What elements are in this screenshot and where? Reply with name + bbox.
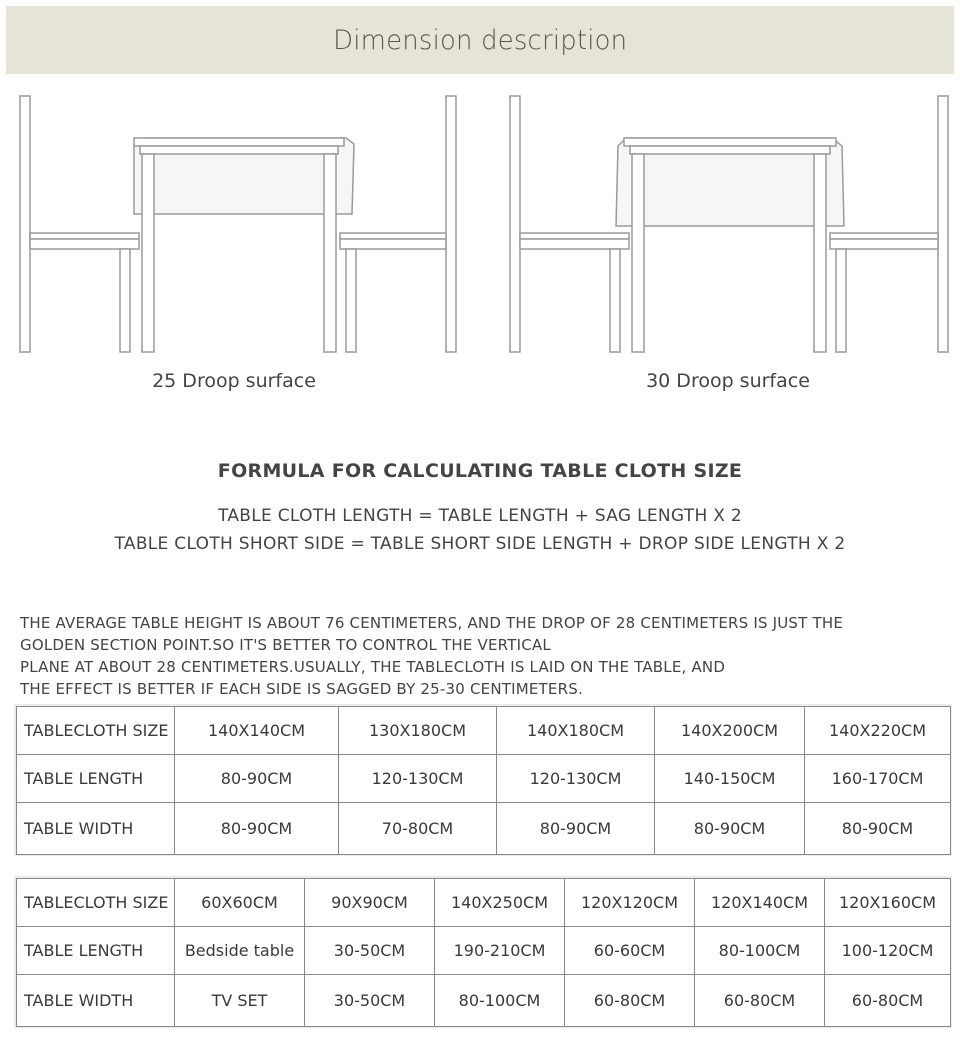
table-cell: 160-170CM [805,755,951,803]
table-cell: 140X140CM [175,707,339,755]
table-row [17,879,951,927]
diagram-caption-25: 25 Droop surface [152,370,316,392]
table-cell: 90X90CM [305,879,435,927]
table-row [17,803,951,855]
table-cell: TABLE WIDTH [17,975,175,1027]
table-cell: 80-90CM [175,803,339,855]
table-cell: 140X200CM [655,707,805,755]
table-cell: TABLE LENGTH [17,927,175,975]
table-cell: 60-60CM [565,927,695,975]
table-diagram-25-droop [14,92,474,362]
table-cell: 100-120CM [825,927,951,975]
table-cell: 120-130CM [497,755,655,803]
table-cell: 30-50CM [305,975,435,1027]
note-line: THE AVERAGE TABLE HEIGHT IS ABOUT 76 CENTIMETERS, AND THE DROP OF 28 CENTIMETERS IS JUST THE [20,614,844,632]
table-cell: 80-90CM [655,803,805,855]
table-cell: 60-80CM [695,975,825,1027]
table-cell: 60X60CM [175,879,305,927]
table-cell: Bedside table [175,927,305,975]
table-cell: 30-50CM [305,927,435,975]
table-row [17,755,951,803]
height-notes [20,612,920,700]
formula-length: TABLE CLOTH LENGTH = TABLE LENGTH + SAG LENGTH X 2 [217,506,742,526]
table-cell: 60-80CM [825,975,951,1027]
formula-short-side: TABLE CLOTH SHORT SIDE = TABLE SHORT SIDE LENGTH + DROP SIDE LENGTH X 2 [114,534,846,554]
table-cell: TABLECLOTH SIZE [17,707,175,755]
table-cell: TV SET [175,975,305,1027]
table-cell: 60-80CM [565,975,695,1027]
table-cell: 140X220CM [805,707,951,755]
table-cell: 80-90CM [805,803,951,855]
table-diagram-30-droop [504,92,960,362]
header-banner [6,6,954,74]
note-line: THE EFFECT IS BETTER IF EACH SIDE IS SAGGED BY 25-30 CENTIMETERS. [20,680,583,698]
table-cell: TABLE LENGTH [17,755,175,803]
table-cell: 80-100CM [695,927,825,975]
note-line: GOLDEN SECTION POINT.SO IT'S BETTER TO CONTROL THE VERTICAL [20,636,551,654]
note-line: PLANE AT ABOUT 28 CENTIMETERS.USUALLY, THE TABLECLOTH IS LAID ON THE TABLE, AND [20,658,726,676]
table-cell: TABLE WIDTH [17,803,175,855]
table-cell: 120X140CM [695,879,825,927]
table-cell: 140X180CM [497,707,655,755]
table-cell: TABLECLOTH SIZE [17,879,175,927]
table-cell: 130X180CM [339,707,497,755]
table-cell: 120-130CM [339,755,497,803]
page-title: Dimension description [332,24,628,56]
diagram-caption-30: 30 Droop surface [646,370,810,392]
table-cell: 80-90CM [175,755,339,803]
table-cell: 80-100CM [435,975,565,1027]
formula-title: FORMULA FOR CALCULATING TABLE CLOTH SIZE [217,460,743,482]
table-row [17,975,951,1027]
table-cell: 120X120CM [565,879,695,927]
table-cell: 70-80CM [339,803,497,855]
table-row [17,927,951,975]
table-cell: 190-210CM [435,927,565,975]
table-cell: 140-150CM [655,755,805,803]
table-cell: 140X250CM [435,879,565,927]
table-cell: 80-90CM [497,803,655,855]
size-table-2 [16,878,951,1027]
table-cell: 120X160CM [825,879,951,927]
size-table-1 [16,706,951,855]
table-row [17,707,951,755]
